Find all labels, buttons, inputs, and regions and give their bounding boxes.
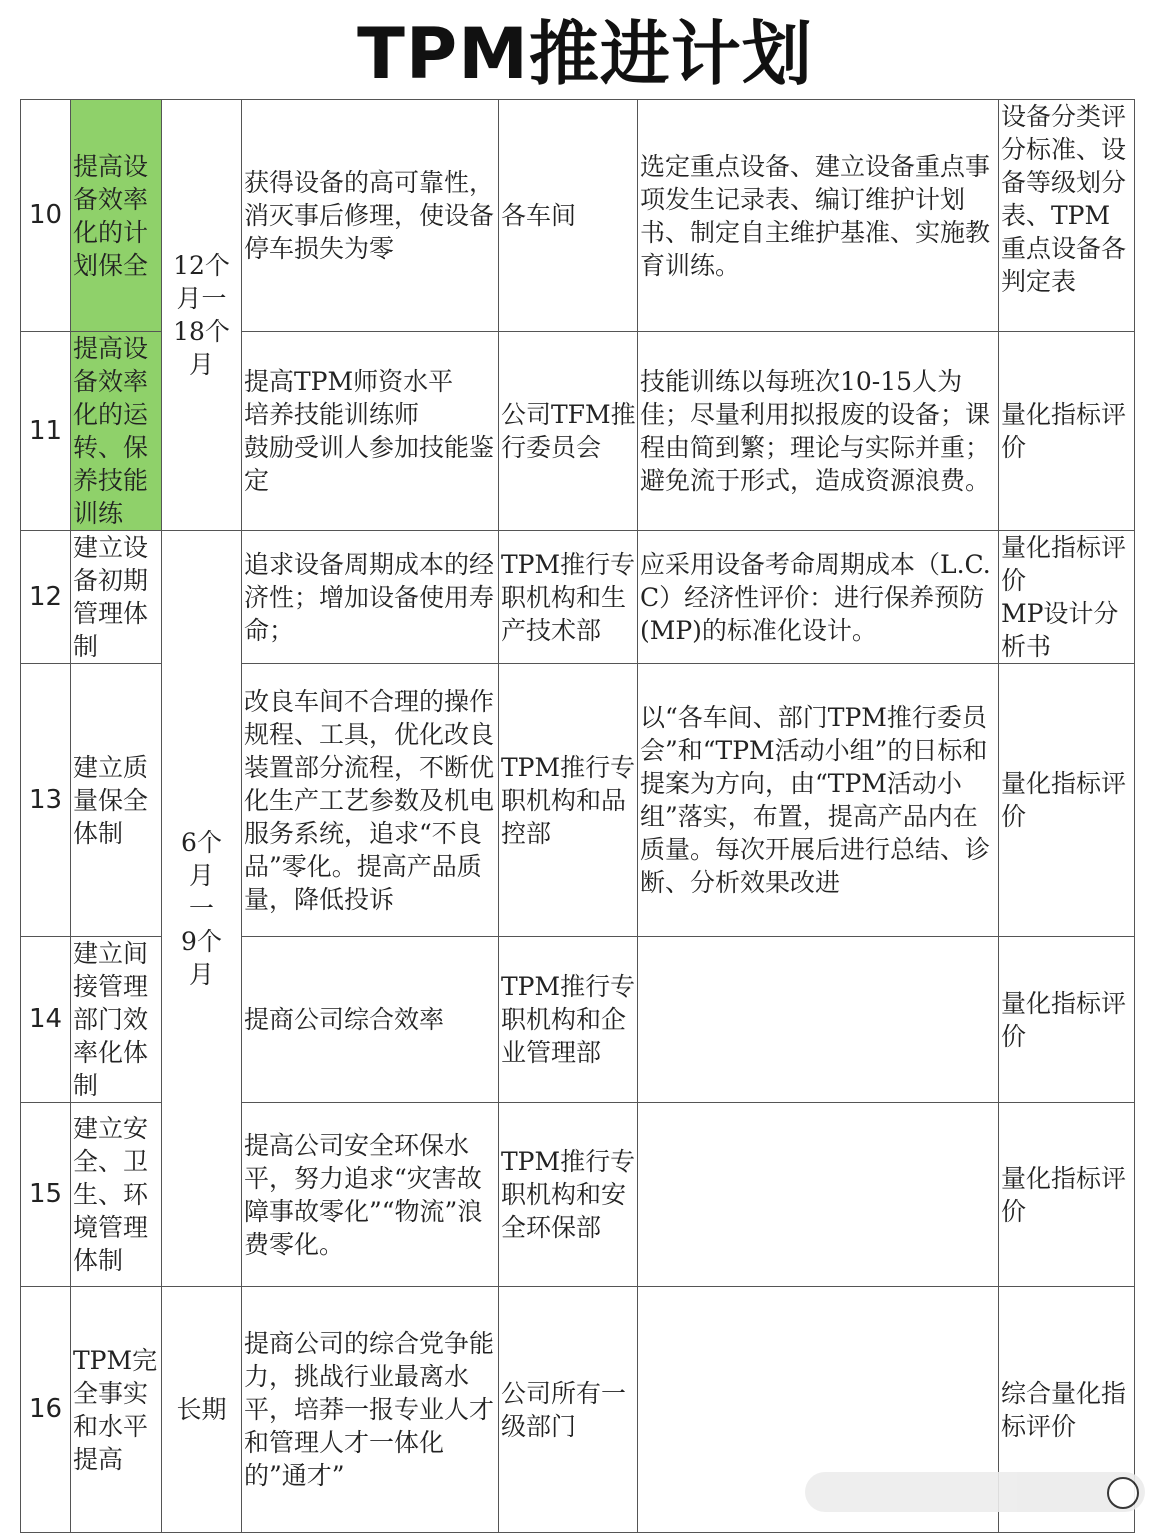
- dept-text: 公司所有一级部门: [499, 1287, 638, 1533]
- goal-text: 获得设备的高可靠性，消灭事后修理，使设备停车损失为零: [242, 100, 499, 332]
- measures-text: 以“各车间、部门TPM推行委员会”和“TPM活动小组”的日标和提案为方向，由“TPM活动小组”落实，布置，提高产品内在质量。每次开展后进行总结、诊断、分析效果改进: [638, 664, 999, 937]
- period-cell: 长期: [162, 1287, 242, 1533]
- item-name: 提高设备效率化的运转、保养技能训练: [71, 332, 162, 531]
- goal-text: 提高公司安全环保水平，努力追求“灾害故障事故零化”“物流”浪费零化。: [242, 1103, 499, 1287]
- eval-text: 综合量化指标评价: [999, 1287, 1135, 1533]
- eval-text: 量化指标评价: [999, 332, 1135, 531]
- period-cell: [162, 100, 242, 531]
- period-text: 18个: [173, 317, 230, 346]
- row-number: 12: [21, 531, 71, 664]
- measures-text: [638, 1103, 999, 1287]
- dept-text: TPM推行专职机构和企业管理部: [499, 937, 638, 1103]
- row-number: 15: [21, 1103, 71, 1287]
- dept-text: 公司TFM推行委员会: [499, 332, 638, 531]
- item-name: TPM完全事实和水平提高: [71, 1287, 162, 1533]
- goal-text: 提商公司综合效率: [242, 937, 499, 1103]
- page-title: TPM推进计划: [357, 13, 813, 95]
- measures-text: 技能训练以每班次10-15人为佳；尽量利用拟报废的设备；课程由简到繁；理论与实际并重；避免流于形式，造成资源浪费。: [638, 332, 999, 531]
- period-text: 6个月: [181, 828, 222, 890]
- row-number: 10: [21, 100, 71, 332]
- watermark-overlay: [805, 1472, 1145, 1512]
- goal-text: 提高TPM师资水平 培养技能训练师 鼓励受训人参加技能鉴定: [242, 332, 499, 531]
- item-name: 建立质量保全体制: [71, 664, 162, 937]
- measures-text: 应采用设备考命周期成本（L.C.C）经济性评价：进行保养预防(MP)的标准化设计。: [638, 531, 999, 664]
- eval-text: 量化指标评价: [999, 937, 1135, 1103]
- dept-text: TPM推行专职机构和安全环保部: [499, 1103, 638, 1287]
- period-text: 一: [188, 894, 214, 923]
- item-name: 建立设备初期管理体制: [71, 531, 162, 664]
- tpm-plan-table: [20, 99, 1135, 1533]
- period-text: 12个: [173, 251, 230, 280]
- eval-text: 量化指标评价: [999, 664, 1135, 937]
- dept-text: 各车间: [499, 100, 638, 332]
- measures-text: [638, 937, 999, 1103]
- circle-icon: [1107, 1477, 1139, 1509]
- goal-text: 提商公司的综合党争能力，挑战行业最离水平，培莽一报专业人才和管理人才一体化的”通才”: [242, 1287, 499, 1533]
- table-row: [21, 531, 1135, 664]
- item-name: 建立间接管理部门效率化体制: [71, 937, 162, 1103]
- table-row: [21, 100, 1135, 332]
- goal-text: 追求设备周期成本的经济性；增加设备使用寿命；: [242, 531, 499, 664]
- period-text: 9个月: [181, 927, 222, 989]
- item-name: 建立安全、卫生、环境管理体制: [71, 1103, 162, 1287]
- period-cell: [162, 531, 242, 1287]
- period-text: 月一: [176, 284, 227, 313]
- row-number: 16: [21, 1287, 71, 1533]
- row-number: 13: [21, 664, 71, 937]
- eval-text: 量化指标评价: [999, 1103, 1135, 1287]
- dept-text: TPM推行专职机构和品控部: [499, 664, 638, 937]
- dept-text: TPM推行专职机构和生产技术部: [499, 531, 638, 664]
- goal-text: 改良车间不合理的操作规程、工具，优化改良装置部分流程，不断优化生产工艺参数及机电服务系统，追求“不良品”零化。提高产品质量，降低投诉: [242, 664, 499, 937]
- row-number: 14: [21, 937, 71, 1103]
- period-text: 月: [188, 350, 214, 379]
- eval-text: 量化指标评价 MP设计分析书: [999, 531, 1135, 664]
- row-number: 11: [21, 332, 71, 531]
- item-name: 提高设备效率化的计划保全: [71, 100, 162, 332]
- measures-text: 选定重点设备、建立设备重点事项发生记录表、编订维护计划书、制定自主维护基准、实施教育训练。: [638, 100, 999, 332]
- eval-text: 设备分类评分标准、设备等级划分表、TPM重点设备各判定表: [999, 100, 1135, 332]
